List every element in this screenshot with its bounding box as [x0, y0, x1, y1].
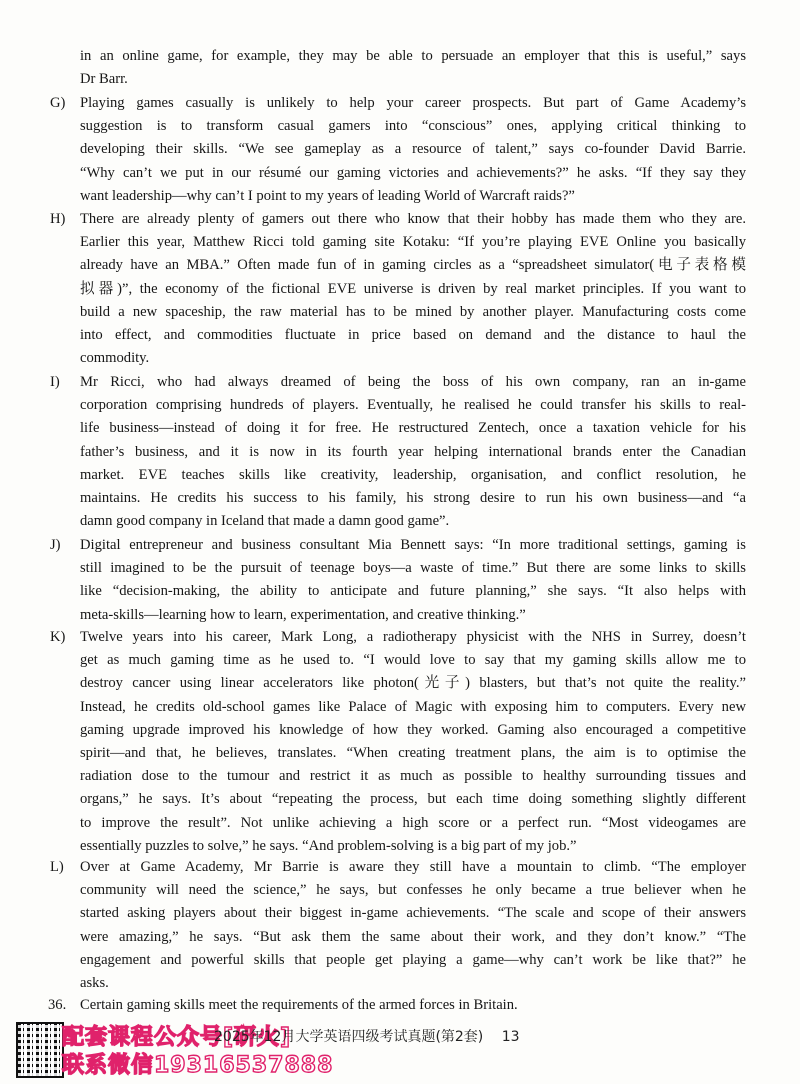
text-line: developing their skills. “We see gameplay as a resource of talent,” says co-founder David Barrie. — [80, 141, 746, 158]
paragraph-letter: J) — [50, 537, 61, 553]
question-text: Certain gaming skills meet the requirements of the armed forces in Britain. — [80, 997, 518, 1013]
text-line: radiation dose to the tumour and restrict it as much as possible to healthy surrounding tissues and — [80, 768, 746, 785]
text-line: meta-skills—learning how to learn, experimentation, and creative thinking.” — [80, 606, 526, 623]
paragraph-letter: H) — [50, 211, 66, 227]
text-line: like “decision-making, the ability to anticipate and future planning,” she says. “It also helps with — [80, 583, 746, 600]
watermark-line: 配套课程公众号[研火] — [62, 1025, 292, 1050]
text-line: “Why can’t we put in our résumé our gaming victories and achievements?” he asks. “If they say they — [80, 164, 746, 181]
page-footer — [214, 1026, 520, 1046]
text-line: maintains. He credits his success to his family, his strong desire to run his own business—and “a — [80, 489, 746, 506]
paragraph-letter: K) — [50, 629, 66, 645]
paragraph-letter: G) — [50, 95, 66, 111]
question-number: 36. — [48, 997, 67, 1013]
text-line: destroy cancer using linear accelerators like photon(光子) blasters, but that’s not quite the reality.” — [80, 675, 746, 692]
text-line: Digital entrepreneur and business consultant Mia Bennett says: “In more traditional settings, gaming is — [80, 537, 746, 553]
text-line: Instead, he credits old-school games like Palace of Magic with exposing him to computers. Every new — [80, 698, 746, 715]
paragraph-j — [80, 534, 746, 627]
text-line: were amazing,” he says. “But ask them the same about their work, and they don’t know.” “The — [80, 928, 746, 945]
text-line: Over at Game Academy, Mr Barrie is aware they still have a mountain to climb. “The employer — [80, 859, 746, 875]
text-line: community will need the science,” he says, but confesses he only became a true believer when he — [80, 882, 746, 899]
continuation-paragraph — [80, 45, 746, 91]
text-line: still imagined to be the pursuit of teenage boys—a waste of time.” But there are some links to skills — [80, 560, 746, 577]
text-line: to improve the result”. Not unlike achieving a high score or a perfect run. “Most videogames are — [80, 814, 746, 831]
text-line: organs,” he says. It’s about “repeating the process, but each time doing something slightly different — [80, 791, 746, 808]
text-line: Playing games casually is unlikely to help your career prospects. But part of Game Academy’s — [80, 95, 746, 111]
text-line: engagement and powerful skills that people get playing a game—why can’t work be like that?” he — [80, 951, 746, 968]
paragraph-g — [80, 92, 746, 208]
text-line: Twelve years into his career, Mark Long, a radiotherapy physicist with the NHS in Surrey, doesn’t — [80, 629, 746, 645]
text-line: father’s business, and it is now in its fourth year helping international brands enter the Canadian — [80, 443, 746, 460]
text-line: damn good company in Iceland that made a damn good game”. — [80, 513, 450, 530]
text-line: asks. — [80, 974, 109, 991]
text-line: into effect, and commodities fluctuate in price based on demand and the distance to haul the — [80, 326, 746, 343]
text-line: spirit—and that, he believes, translates. “When creating treatment plans, the aim is to optimise the — [80, 744, 746, 761]
text-line: There are already plenty of gamers out there who know that their hobby has made them who they are. — [80, 211, 746, 227]
paragraph-l — [80, 856, 746, 995]
text-line: in an online game, for example, they may be able to persuade an employer that this is useful,” says — [80, 48, 746, 64]
footer-title: 2025年12月大学英语四级考试真题(第2套) — [214, 1029, 484, 1045]
text-line: Mr Ricci, who had always dreamed of being the boss of his own company, ran an in-game — [80, 374, 746, 390]
text-line: build a new spaceship, the raw material has to be mined by another player. Manufacturing costs come — [80, 303, 746, 320]
text-line: market. EVE teaches skills like creativity, leadership, organisation, and conflict resolution, he — [80, 466, 746, 483]
text-line: Earlier this year, Matthew Ricci told gaming site Kotaku: “If you’re playing EVE Online you basically — [80, 234, 746, 251]
text-line: suggestion is to transform casual gamers into “conscious” ones, applying critical thinking to — [80, 118, 746, 135]
qr-code — [16, 1022, 64, 1078]
paragraph-letter: L) — [50, 859, 64, 875]
paragraph-k — [80, 626, 746, 858]
paragraph-i — [80, 371, 746, 533]
text-line: want leadership—why can’t I point to my years of leading World of Warcraft raids?” — [80, 187, 575, 204]
text-line: corporation comprising hundreds of players. Eventually, he realised he could transfer his skills to real- — [80, 397, 746, 414]
paragraph-letter: I) — [50, 374, 60, 390]
text-line: gaming upgrade improved his knowledge of how they worked. Gaming also encouraged a competitive — [80, 721, 746, 738]
page-number: 13 — [501, 1029, 520, 1045]
text-line: get as much gaming time as he used to. “I would love to say that my gaming skills allow me to — [80, 652, 746, 669]
text-line: started asking players about their biggest in-game achievements. “The scale and scope of their answers — [80, 905, 746, 922]
text-line: 拟器)”, the economy of the fictional EVE universe is driven by real market principles. If you want to — [80, 280, 746, 297]
paragraph-h — [80, 208, 746, 370]
text-line: commodity. — [80, 350, 150, 367]
text-line: life business—instead of doing it for free. He restructured Zentech, once a taxation vehicle for his — [80, 420, 746, 437]
text-line: already have an MBA.” Often made fun of in gaming circles as a “spreadsheet simulator(电子表格模 — [80, 257, 746, 274]
text-line: Dr Barr. — [80, 71, 128, 88]
text-line: essentially puzzles to solve,” he says. “And problem-solving is a big part of my job.” — [80, 837, 577, 854]
watermark-line: 联系微信19316537888 — [62, 1053, 334, 1078]
